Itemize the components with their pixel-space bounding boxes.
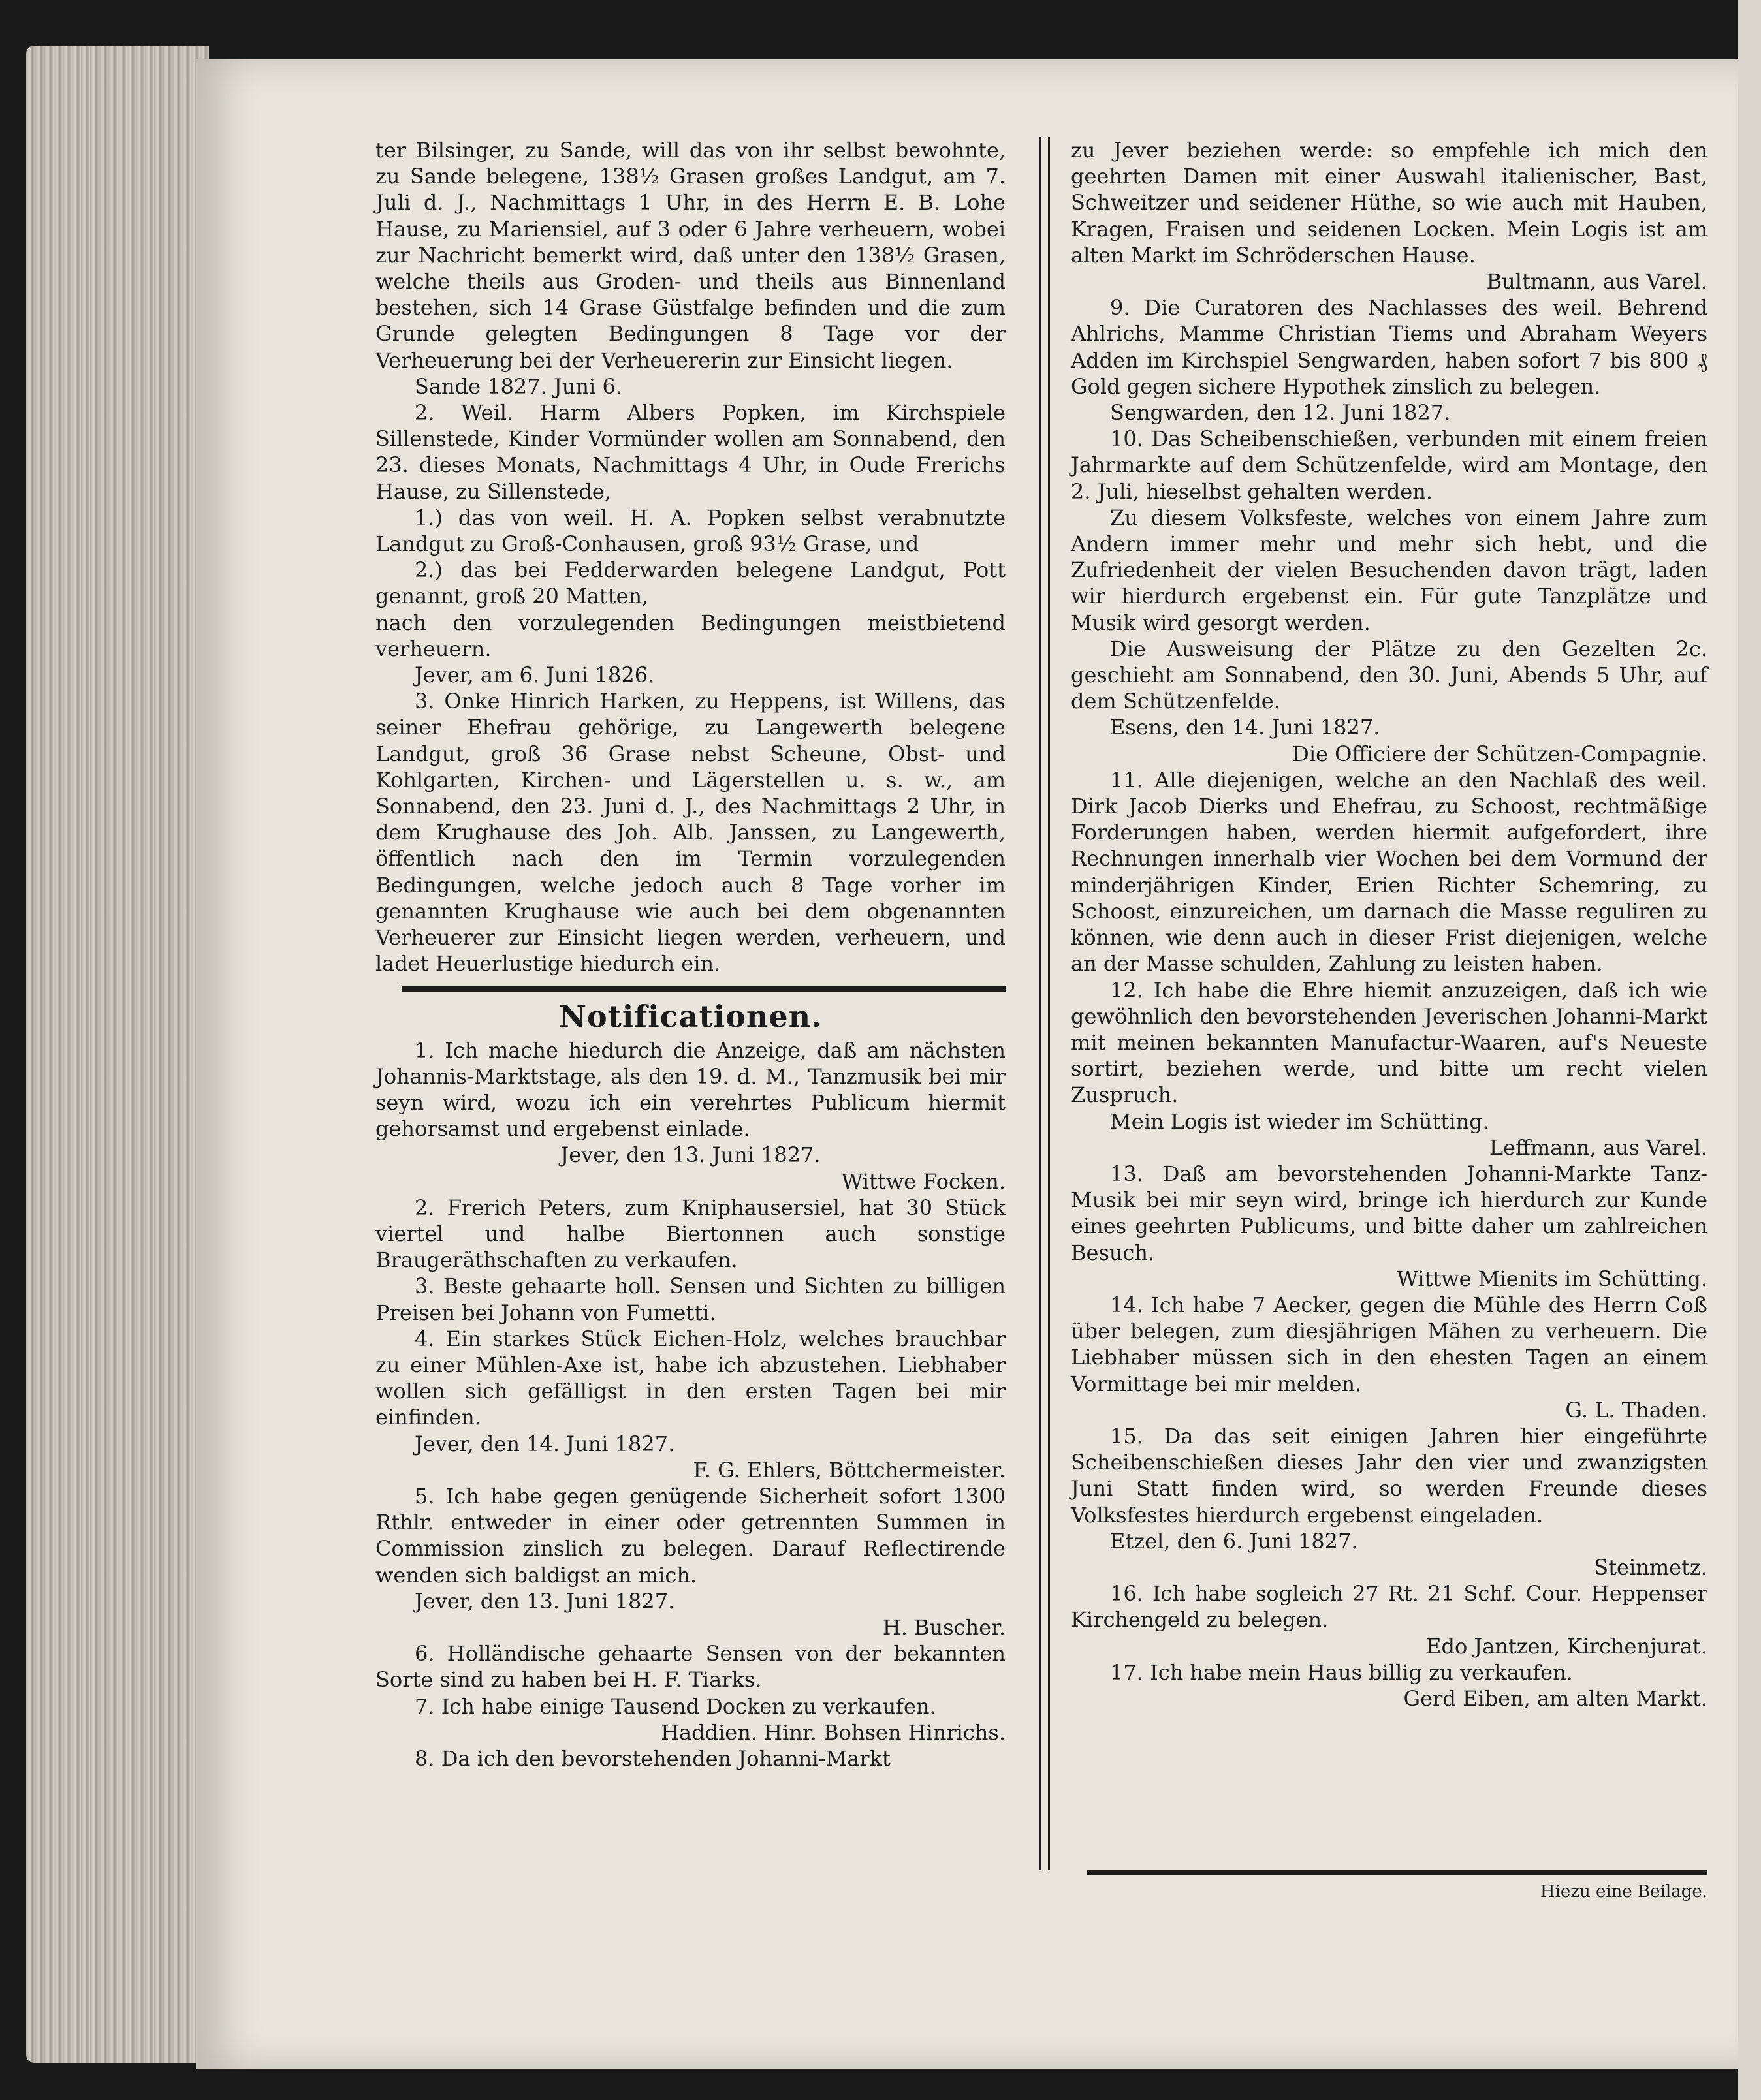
left-column	[375, 137, 1006, 1772]
notice-8-continued: zu Jever beziehen werde: so empfehle ich mich den geehrten Damen mit einer Auswahl italienischer, Bast, Schweitzer und seidener Hüthe, so wie auch mit Hauben, Kragen, Fraisen und seidenen Locken. Mein Logis ist am alten Markt im Schröderschen Hause.	[1071, 138, 1707, 268]
notice-8-signature: Bultmann, aus Varel.	[1486, 269, 1707, 294]
notice-14-signature: G. L. Thaden.	[1565, 1397, 1707, 1422]
closing-rule	[1087, 1870, 1707, 1875]
notice-17: 17. Ich habe mein Haus billig zu verkaufen.	[1110, 1659, 1573, 1685]
notice-15-signature: Steinmetz.	[1594, 1554, 1707, 1580]
notice-13: 13. Daß am bevorstehenden Johanni-Markte Tanz-Musik bei mir seyn wird, bringe ich hierdurch zur Kunde eines geehrten Publicums, und bitte daher um zahlreichen Besuch.	[1071, 1161, 1707, 1265]
notice-4-signature: F. G. Ehlers, Böttchermeister.	[693, 1457, 1006, 1482]
notice-7-signature: Haddien. Hinr. Bohsen Hinrichs.	[661, 1719, 1006, 1745]
notice-16-signature: Edo Jantzen, Kirchenjurat.	[1426, 1633, 1707, 1659]
section-rule	[402, 986, 1006, 992]
column-divider	[1039, 137, 1050, 1870]
notice-15: 15. Da das seit einigen Jahren hier eingeführte Scheibenschießen dieses Jahr den vier und zwanzigsten Juni Statt finden wird, so werden Freunde dieses Volksfestes hierdurch ergebenst eingeladen.	[1071, 1423, 1707, 1528]
notice-10-paragraph-3: Die Ausweisung der Plätze zu den Gezelten 2c. geschieht am Sonnabend, den 30. Juni, Abends 5 Uhr, auf dem Schützenfelde.	[1071, 636, 1707, 714]
notice-5: 5. Ich habe gegen genügende Sicherheit sofort 1300 Rthlr. entweder in einer oder getrennten Summen in Commission zinslich zu belegen. Darauf Reflectirende wenden sich baldigst an mich.	[375, 1483, 1006, 1588]
notice-10: 10. Das Scheibenschießen, verbunden mit einem freien Jahrmarkte auf dem Schützenfelde, wird am Montage, den 2. Juli, hieselbst gehalten werden.	[1071, 426, 1707, 504]
notice-1: 1. Ich mache hiedurch die Anzeige, daß am nächsten Johannis-Marktstage, als den 19. d. M., Tanzmusik bei mir seyn wird, wozu ich ein verehrtes Publicum hiermit gehorsamst und ergebenst einlade.	[375, 1037, 1006, 1142]
right-column	[1071, 137, 1707, 1712]
notice-5-signature: H. Buscher.	[882, 1614, 1006, 1640]
top-date: Sande 1827. Juni 6.	[415, 373, 622, 399]
item-2-date: Jever, am 6. Juni 1826.	[415, 663, 655, 688]
notice-1-date: Jever, den 13. Juni 1827.	[560, 1142, 821, 1168]
supplement-note: Hiezu eine Beilage.	[1540, 1882, 1707, 1902]
notice-4: 4. Ein starkes Stück Eichen-Holz, welches brauchbar zu einer Mühlen-Axe ist, habe ich abzustehen. Liebhaber wollen sich gefälligst in den ersten Tagen bei mir einfinden.	[375, 1326, 1006, 1430]
notice-10-paragraph-2: Zu diesem Volksfeste, welches von einem Jahre zum Andern immer mehr und mehr sich hebt, und die Zufriedenheit der vielen Besuchenden davon trägt, laden wir hierdurch ergebenst ein. Für gute Tanzplätze und Musik wird gesorgt werden.	[1071, 505, 1707, 635]
next-page-edge	[1738, 0, 1761, 2100]
notice-15-date: Etzel, den 6. Juni 1827.	[1110, 1528, 1358, 1554]
notice-9-date: Sengwarden, den 12. Juni 1827.	[1110, 400, 1451, 426]
notice-2: 2. Frerich Peters, zum Kniphausersiel, hat 30 Stück viertel und halbe Biertonnen auch sonstige Braugeräthschaften zu verkaufen.	[375, 1195, 1006, 1273]
notice-9: 9. Die Curatoren des Nachlasses des weil. Behrend Ahlrichs, Mamme Christian Tiems und Abraham Weyers Adden im Kirchspiel Sengwarden, haben sofort 7 bis 800 ₰ Gold gegen sichere Hypothek zinslich zu belegen.	[1071, 295, 1707, 399]
notice-11: 11. Alle diejenigen, welche an den Nachlaß des weil. Dirk Jacob Dierks und Ehefrau, zu Schoost, rechtmäßige Forderungen haben, werden hiermit aufgefordert, ihre Rechnungen innerhalb vier Wochen bei dem Vormund der minderjährigen Kinder, Erien Richter Schemring, zu Schoost, einzureichen, um darnach die Masse reguliren zu können, wie denn auch in dieser Frist diejenigen, welche an der Masse schulden, Zahlung zu leisten haben.	[1071, 767, 1707, 977]
top-paragraph: ter Bilsinger, zu Sande, will das von ihr selbst bewohnte, zu Sande belegene, 138½ Grasen großes Landgut, am 7. Juli d. J., Nachmittags 1 Uhr, in des Herrn E. B. Lohe Hause, zu Mariensiel, auf 3 oder 6 Jahre verheuern, wobei zur Nachricht bemerkt wird, daß unter den 138½ Grasen, welche theils aus Groden- und theils aus Binnenland bestehen, sich 14 Grase Güstfalge befinden und die zum Grunde gelegten Bedingungen 8 Tage vor der Verheuerung bei der Verheuererin zur Einsicht liegen.	[375, 138, 1006, 373]
item-2-sub-1: 1.) das von weil. H. A. Popken selbst verabnutzte Landgut zu Groß-Conhausen, groß 93½ Grase, und	[375, 505, 1006, 557]
notice-6: 6. Holländische gehaarte Sensen von der bekannten Sorte sind zu haben bei H. F. Tiarks.	[375, 1641, 1006, 1693]
notice-5-date: Jever, den 13. Juni 1827.	[415, 1588, 675, 1614]
notice-7: 7. Ich habe einige Tausend Docken zu verkaufen.	[415, 1693, 936, 1719]
item-3: 3. Onke Hinrich Harken, zu Heppens, ist Willens, das seiner Ehefrau gehörige, zu Langewerth belegene Landgut, groß 36 Grase nebst Scheune, Obst- und Kohlgarten, Kirchen- und Lägerstellen u. s. w., am Sonnabend, den 23. Juni d. J., des Nachmittags 2 Uhr, in dem Krughause des Joh. Alb. Janssen, zu Langewerth, öffentlich nach den im Termin vorzulegenden Bedingungen, welche jedoch auch 8 Tage vorher im genannten Krughause wie auch bei dem obgenannten Verheuerer zur Einsicht liegen werden, verheuern, und ladet Heuerlustige hiedurch ein.	[375, 689, 1006, 977]
item-2-outro: nach den vorzulegenden Bedingungen meistbietend verheuern.	[375, 610, 1006, 661]
item-2-sub-2: 2.) das bei Fedderwarden belegene Landgut, Pott genannt, groß 20 Matten,	[375, 557, 1006, 609]
notice-4-date: Jever, den 14. Juni 1827.	[415, 1431, 675, 1456]
book-page-edges	[26, 46, 209, 2063]
notice-3: 3. Beste gehaarte holl. Sensen und Sichten zu billigen Preisen bei Johann von Fumetti.	[375, 1274, 1006, 1325]
notice-1-signature: Wittwe Focken.	[841, 1168, 1006, 1194]
notice-12-signature: Leffmann, aus Varel.	[1489, 1135, 1707, 1160]
notice-10-date: Esens, den 14. Juni 1827.	[1110, 715, 1380, 740]
notice-14: 14. Ich habe 7 Aecker, gegen die Mühle des Herrn Coß über belegen, zum diesjährigen Mähen zu verheuern. Die Liebhaber müssen sich in den ehesten Tagen an einem Vormittage bei mir melden.	[1071, 1292, 1707, 1396]
section-heading: Notificationen.	[558, 998, 823, 1034]
notice-12: 12. Ich habe die Ehre hiemit anzuzeigen, daß ich wie gewöhnlich den bevorstehenden Jeverischen Johanni-Markt mit meinen bekannten Manufactur-Waaren, auf's Neueste sortirt, beziehen werde, und bitte um recht vielen Zuspruch.	[1071, 977, 1707, 1108]
notice-16: 16. Ich habe sogleich 27 Rt. 21 Schf. Cour. Heppenser Kirchengeld zu belegen.	[1071, 1581, 1707, 1633]
notice-10-signature: Die Officiere der Schützen-Compagnie.	[1292, 741, 1707, 766]
notice-8-start: 8. Da ich den bevorstehenden Johanni-Markt	[415, 1746, 891, 1771]
notice-12-logis: Mein Logis ist wieder im Schütting.	[1110, 1108, 1489, 1134]
notice-17-signature: Gerd Eiben, am alten Markt.	[1403, 1685, 1707, 1711]
item-2-intro: 2. Weil. Harm Albers Popken, im Kirchspiele Sillenstede, Kinder Vormünder wollen am Sonnabend, den 23. dieses Monats, Nachmittags 4 Uhr, in Oude Frerichs Hause, zu Sillenstede,	[375, 400, 1006, 504]
notice-13-signature: Wittwe Mienits im Schütting.	[1396, 1266, 1707, 1291]
